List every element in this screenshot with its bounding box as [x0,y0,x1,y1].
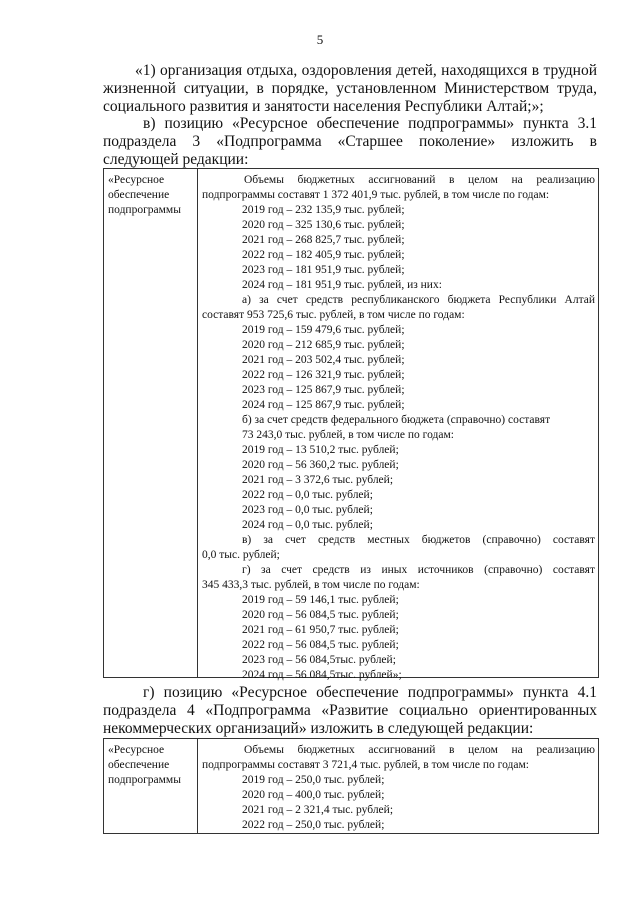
paragraph-line: жизненной ситуации, в порядке, установленном Министерством труда, [103,80,597,97]
table-left-cell [108,743,194,788]
table-line: г) за счет средств из иных источников (справочно) составят [242,564,595,576]
year-line: 2020 год – 325 130,6 тыс. рублей; [242,219,405,231]
paragraph-line: в) позицию «Ресурсное обеспечение подпрограммы» пункта 3.1 [143,115,597,132]
year-line: 2023 год – 125 867,9 тыс. рублей; [242,384,405,396]
left-cell-line: подпрограммы [108,774,181,786]
table-line: Объемы бюджетных ассигнований в целом на реализацию [244,174,595,186]
table-line: 73 243,0 тыс. рублей, в том числе по годам: [242,429,454,441]
year-line: 2024 год – 0,0 тыс. рублей; [242,519,373,531]
table-line: подпрограммы составят 1 372 401,9 тыс. рублей, в том числе по годам: [202,189,550,201]
paragraph-2 [103,115,597,169]
paragraph-line: социального развития и занятости населения Республики Алтай;»; [103,98,544,115]
table-right-cell [202,743,595,833]
year-line: 2021 год – 203 502,4 тыс. рублей; [242,354,405,366]
table-line: а) за счет средств республиканского бюджета Республики Алтай [242,294,595,306]
year-line: 2019 год – 13 510,2 тыс. рублей; [242,444,399,456]
year-line: 2022 год – 126 321,9 тыс. рублей; [242,369,405,381]
year-line: 2024 год – 56 084,5тыс. рублей»; [242,669,402,681]
table-line: подпрограммы составят 3 721,4 тыс. рублей, в том числе по годам: [202,759,529,771]
year-line: 2019 год – 59 146,1 тыс. рублей; [242,594,399,606]
year-line: 2022 год – 250,0 тыс. рублей; [242,819,385,831]
paragraph-line: «1) организация отдыха, оздоровления детей, находящихся в трудной [135,62,597,79]
paragraph-line: некоммерческих организаций» изложить в следующей редакции: [103,720,534,737]
year-line: 2021 год – 61 950,7 тыс. рублей; [242,624,399,636]
page-number: 5 [316,32,324,47]
year-line: 2023 год – 56 084,5тыс. рублей; [242,654,396,666]
paragraph-line: г) позицию «Ресурсное обеспечение подпрограммы» пункта 4.1 [143,684,597,701]
year-line: 2023 год – 181 951,9 тыс. рублей; [242,264,405,276]
table-right-cell [202,173,595,683]
left-cell-line: подпрограммы [108,204,181,216]
resource-table-1 [103,168,599,681]
table-left-cell [108,173,194,218]
paragraph-1 [103,62,597,116]
paragraph-line: следующей редакции: [103,151,249,168]
left-cell-line: обеспечение [108,189,170,201]
table-line: составят 953 725,6 тыс. рублей, в том числе по годам: [202,309,465,321]
table-line: б) за счет средств федерального бюджета (справочно) составят [242,414,551,426]
year-line: 2022 год – 182 405,9 тыс. рублей; [242,249,405,261]
year-line: 2024 год – 181 951,9 тыс. рублей, из них: [242,279,442,291]
table-line: 0,0 тыс. рублей; [202,549,280,561]
year-line: 2020 год – 56 084,5 тыс. рублей; [242,609,399,621]
year-line: 2020 год – 56 360,2 тыс. рублей; [242,459,399,471]
year-line: 2023 год – 0,0 тыс. рублей; [242,504,373,516]
table-line: 345 433,3 тыс. рублей, в том числе по годам: [202,579,420,591]
year-line: 2021 год – 3 372,6 тыс. рублей; [242,474,394,486]
table-divider [197,739,198,833]
left-cell-line: обеспечение [108,759,170,771]
paragraph-line: подраздела 3 «Подпрограмма «Старшее поколение» изложить в [103,133,597,150]
year-line: 2019 год – 250,0 тыс. рублей; [242,774,385,786]
paragraph-3 [103,684,597,738]
left-cell-line: «Ресурсное [108,174,165,186]
year-line: 2022 год – 0,0 тыс. рублей; [242,489,373,501]
table-line: Объемы бюджетных ассигнований в целом на реализацию [244,744,595,756]
year-line: 2022 год – 56 084,5 тыс. рублей; [242,639,399,651]
year-line: 2024 год – 125 867,9 тыс. рублей; [242,399,405,411]
year-line: 2020 год – 212 685,9 тыс. рублей; [242,339,405,351]
year-line: 2020 год – 400,0 тыс. рублей; [242,789,385,801]
year-line: 2019 год – 232 135,9 тыс. рублей; [242,204,405,216]
year-line: 2021 год – 2 321,4 тыс. рублей; [242,804,394,816]
year-line: 2021 год – 268 825,7 тыс. рублей; [242,234,405,246]
table-line: в) за счет средств местных бюджетов (справочно) составят [242,534,595,546]
left-cell-line: «Ресурсное [108,744,165,756]
paragraph-line: подраздела 4 «Подпрограмма «Развитие социально ориентированных [103,702,597,719]
year-line: 2019 год – 159 479,6 тыс. рублей; [242,324,405,336]
table-divider [197,169,198,677]
resource-table-2 [103,738,599,834]
